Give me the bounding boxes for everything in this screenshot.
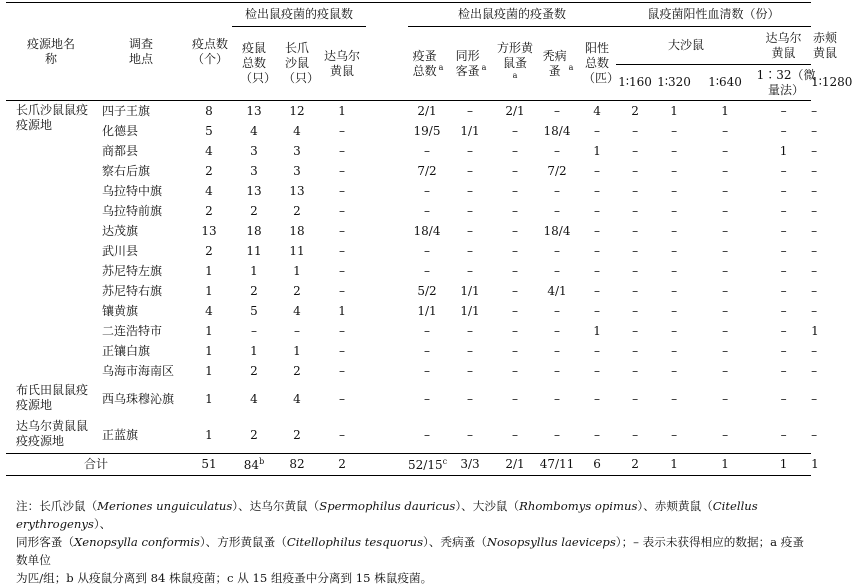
value-cell: –	[339, 183, 345, 198]
total-value: 51	[201, 457, 217, 471]
header-region: 疫源地名称	[27, 36, 76, 66]
site-cell: 正镶白旗	[102, 343, 151, 358]
total-value: 1	[670, 457, 678, 471]
value-cell: –	[722, 427, 729, 442]
value-cell: –	[424, 343, 431, 358]
value-cell: 1	[670, 103, 678, 118]
value-cell: –	[671, 283, 678, 298]
total-value: 84$^b$	[243, 456, 265, 472]
value-cell: –	[780, 123, 787, 138]
total-value: 47/11	[539, 457, 575, 471]
value-cell: –	[467, 343, 474, 358]
value-cell: –	[554, 343, 561, 358]
value-cell: –	[512, 303, 519, 318]
value-cell: 1	[205, 343, 213, 358]
value-cell: –	[780, 103, 787, 118]
table-row: 乌拉特中旗 4 13 13 – – – – – – – – – – –	[6, 181, 811, 201]
header-titer-160: 1∶160	[618, 75, 652, 89]
value-cell: 1	[205, 391, 213, 406]
value-cell: –	[594, 427, 601, 442]
value-cell: 2	[250, 283, 258, 298]
value-cell: 7/2	[417, 163, 437, 178]
value-cell: –	[671, 303, 678, 318]
value-cell: 2	[205, 203, 213, 218]
site-cell: 镶黄旗	[102, 303, 139, 318]
value-cell: 2/1	[417, 103, 437, 118]
value-cell: –	[424, 323, 431, 338]
value-cell: 2	[293, 203, 301, 218]
value-cell: –	[512, 163, 519, 178]
value-cell: 4/1	[547, 283, 567, 298]
value-cell: –	[780, 183, 787, 198]
value-cell: –	[722, 343, 729, 358]
value-cell: –	[424, 391, 431, 406]
value-cell: 2/1	[505, 103, 525, 118]
value-cell: –	[632, 163, 639, 178]
total-value: 1	[779, 457, 788, 471]
value-cell: –	[594, 203, 601, 218]
value-cell: –	[780, 243, 787, 258]
site-cell: 化德县	[102, 123, 139, 138]
value-cell: –	[467, 391, 474, 406]
value-cell: –	[424, 363, 431, 378]
value-cell: –	[594, 123, 601, 138]
value-cell: –	[780, 323, 787, 338]
value-cell: –	[780, 223, 787, 238]
value-cell: –	[467, 363, 474, 378]
table-row: 乌拉特前旗 2 2 2 – – – – – – – – – – –	[6, 201, 811, 221]
value-cell: –	[467, 263, 474, 278]
value-cell: 1/1	[460, 303, 480, 318]
value-cell: –	[722, 203, 729, 218]
footnote-line-3: 为匹/组；b 从疫鼠分离到 84 株鼠疫菌；c 从 15 组疫蚤中分离到 15 株鼠疫菌。	[16, 571, 433, 585]
table-row: 布氏田鼠鼠疫疫源地 西乌珠穆沁旗 1 4 4 – – – – – – – – – – –	[6, 381, 811, 417]
value-cell: –	[467, 143, 474, 158]
value-cell: 1	[205, 263, 213, 278]
value-cell: –	[722, 263, 729, 278]
value-cell: –	[632, 263, 639, 278]
value-cell: –	[594, 183, 601, 198]
value-cell: 1	[205, 427, 213, 442]
value-cell: –	[780, 263, 787, 278]
value-cell: –	[339, 283, 345, 298]
value-cell: –	[512, 183, 519, 198]
value-cell: 11	[289, 243, 305, 258]
value-cell: –	[467, 103, 474, 118]
site-cell: 乌海市海南区	[102, 363, 175, 378]
value-cell: –	[671, 263, 678, 278]
header-rodent-total: 疫鼠总数（只）	[240, 41, 277, 85]
value-cell: –	[722, 363, 729, 378]
value-cell: –	[671, 343, 678, 358]
value-cell: 4	[205, 143, 213, 158]
value-cell: –	[339, 143, 345, 158]
value-cell: 5	[205, 123, 213, 138]
header-titer-32: 1∶32（微量法）	[756, 67, 816, 97]
value-cell: –	[554, 243, 561, 258]
value-cell: –	[467, 203, 474, 218]
value-cell: 1	[593, 143, 601, 158]
value-cell: 2	[250, 427, 258, 442]
header-nosopsyllus: 秃病蚤 $^a$	[542, 48, 574, 78]
value-cell: –	[671, 123, 678, 138]
value-cell: –	[467, 183, 474, 198]
value-cell: –	[512, 323, 519, 338]
value-cell: 1	[338, 103, 346, 118]
value-cell: –	[512, 123, 519, 138]
value-cell: 3	[293, 163, 301, 178]
value-cell: 4	[293, 303, 301, 318]
value-cell: 4	[293, 391, 301, 406]
value-cell: –	[554, 103, 561, 118]
value-cell: –	[512, 243, 519, 258]
value-cell: –	[671, 427, 678, 442]
value-cell: 1	[205, 323, 213, 338]
total-value: 2/1	[505, 457, 525, 471]
value-cell: 4	[593, 103, 601, 118]
value-cell: –	[594, 303, 601, 318]
value-cell: 1	[205, 283, 213, 298]
value-cell: 4	[250, 391, 258, 406]
value-cell: –	[594, 283, 601, 298]
value-cell: 3	[250, 143, 258, 158]
value-cell: 1/1	[417, 303, 437, 318]
header-great-gerbil: 大沙鼠	[616, 27, 756, 65]
value-cell: –	[780, 427, 787, 442]
table-row: 达乌尔黄鼠鼠疫疫源地 正蓝旗 1 2 2 – – – – – – – – – – –	[6, 417, 811, 454]
value-cell: 8	[205, 103, 213, 118]
value-cell: –	[632, 243, 639, 258]
value-cell: –	[722, 163, 729, 178]
value-cell: –	[780, 363, 787, 378]
table-row: 达茂旗 13 18 18 – 18/4 – – 18/4 – – – – – –	[6, 221, 811, 241]
value-cell: –	[632, 183, 639, 198]
value-cell: –	[632, 203, 639, 218]
site-cell: 西乌珠穆沁旗	[102, 391, 175, 406]
total-value: 1	[721, 457, 729, 471]
value-cell: –	[424, 427, 431, 442]
value-cell: –	[512, 263, 519, 278]
value-cell: –	[632, 391, 639, 406]
value-cell: –	[722, 391, 729, 406]
value-cell: 1	[779, 143, 788, 158]
value-cell: –	[780, 343, 787, 358]
site-cell: 达茂旗	[102, 223, 139, 238]
table-row: 武川县 2 11 11 – – – – – – – – – – –	[6, 241, 811, 261]
value-cell: –	[554, 323, 561, 338]
value-cell: 1	[205, 363, 213, 378]
value-cell: –	[467, 427, 474, 442]
value-cell: –	[722, 143, 729, 158]
value-cell: 1	[293, 263, 301, 278]
value-cell: –	[632, 363, 639, 378]
value-cell: –	[632, 303, 639, 318]
total-label: 合计	[83, 457, 108, 471]
value-cell: –	[512, 203, 519, 218]
value-cell: –	[594, 223, 601, 238]
value-cell: –	[554, 391, 561, 406]
value-cell: 2	[250, 363, 258, 378]
value-cell: –	[632, 223, 639, 238]
value-cell: 5	[250, 303, 258, 318]
value-cell: –	[512, 283, 519, 298]
value-cell: –	[424, 183, 431, 198]
value-cell: 1	[250, 263, 258, 278]
value-cell: –	[671, 203, 678, 218]
site-cell: 苏尼特右旗	[102, 283, 163, 298]
value-cell: –	[632, 143, 639, 158]
value-cell: 13	[289, 183, 305, 198]
value-cell: –	[671, 223, 678, 238]
header-group-flea: 检出鼠疫菌的疫蚤数	[408, 3, 616, 27]
table-row: 商都县 4 3 3 – – – – – 1 – – – 1 –	[6, 141, 811, 161]
value-cell: –	[632, 283, 639, 298]
value-cell: –	[339, 363, 345, 378]
footnote-line-2: 同形客蚤（Xenopsylla conformis）、方形黄鼠蚤（Citellophilus tesquorus）、秃病蚤（Nosopsyllus laeviceps）；– 表示未获得相应的数据；a 疫蚤数单位	[16, 535, 804, 567]
value-cell: –	[722, 283, 729, 298]
value-cell: 3	[293, 143, 301, 158]
value-cell: 1	[250, 343, 258, 358]
total-value: 52/15$^c$	[408, 456, 448, 472]
total-value: 82	[289, 457, 305, 471]
value-cell: –	[512, 143, 519, 158]
value-cell: 2	[293, 283, 301, 298]
value-cell: –	[339, 323, 345, 338]
value-cell: –	[722, 323, 729, 338]
header-xenopsylla: 同形客蚤 $^a$	[455, 48, 487, 78]
value-cell: 1/1	[460, 123, 480, 138]
site-cell: 商都县	[102, 143, 139, 158]
region-cell: 达乌尔黄鼠鼠疫疫源地	[16, 419, 89, 448]
site-cell: 武川县	[102, 243, 139, 258]
table-row: 正镶白旗 1 1 1 – – – – – – – – – – –	[6, 341, 811, 361]
value-cell: –	[424, 143, 431, 158]
value-cell: –	[554, 183, 561, 198]
value-cell: 18	[289, 223, 305, 238]
plague-data-table: 疫源地名称 调查地点 疫点数（个） 检出鼠疫菌的疫鼠数 检出鼠疫菌的疫蚤数 鼠疫菌阳性血清数（份） 疫鼠总数（只） 长爪沙鼠（只） 达乌尔黄鼠 疫蚤总数 $^a$ 同形客蚤 $^a$ 方形黄鼠蚤$^a$ 秃病蚤 $^a$ 阳性总数（匹） 大沙鼠 达乌尔黄鼠 赤颊黄鼠 1∶160 1∶320 1∶640 1∶32（微量法） 1∶1280 长爪沙鼠鼠疫疫源地 四子王旗 8 13 12 1 2/1 – 2/1 – 4 2 1 1 – – 化德县 5 4 4 – 19/5 1/1 – 18/4 – – – – – – 商都县 4 3 3 – – – – – 1 – – – 1 – 察右后旗 2 3 3 – 7/2 – – 7/2 – – – – – – 乌拉特中旗 4 13 13 – – – – – – – – – – – 乌拉特前旗 2 2 2 – – – – – – – – – – – 达茂旗 13 18 18 – 18/4 – – 18/4 – – – – – – 武川县 2 11 11 – – – – – – – – – – – 苏尼特左旗 1 1 1 – – – – – – – – – – – 苏尼特右旗 1 2 2 – 5/2 1/1 – 4/1 – – – – – – 镶黄旗 4 5 4 1 1/1 1/1 – – – – – – – – 二连浩特市 1 – – – – – – – 1 – – – – 1 正镶白旗 1 1 1 – – – – – – – – – – – 乌海市海南区 1 2 2 – – – – – – – – – – – 布氏田鼠鼠疫疫源地 西乌珠穆沁旗 1 4 4 – – – – – – – – – – – 达乌尔黄鼠鼠疫疫源地 正蓝旗 1 2 2 – – – – – – – – – – – 合计 51 84$^b$ 82 2 52/15$^c$ 3/3 2/1 47/11 6 2 1 1 1 1	[6, 2, 811, 476]
value-cell: 2	[293, 427, 301, 442]
value-cell: –	[467, 163, 474, 178]
value-cell: 2	[205, 243, 213, 258]
value-cell: –	[339, 123, 345, 138]
value-cell: –	[554, 203, 561, 218]
table-row: 苏尼特左旗 1 1 1 – – – – – – – – – – –	[6, 261, 811, 281]
value-cell: –	[512, 427, 519, 442]
value-cell: 18/4	[413, 223, 441, 238]
table-row: 长爪沙鼠鼠疫疫源地 四子王旗 8 13 12 1 2/1 – 2/1 – 4 2 1 1 – –	[6, 101, 811, 122]
value-cell: –	[594, 363, 601, 378]
value-cell: –	[671, 243, 678, 258]
header-site: 调查地点	[128, 36, 153, 66]
header-group-rodent: 检出鼠疫菌的疫鼠数	[232, 3, 366, 27]
value-cell: –	[512, 391, 519, 406]
value-cell: –	[594, 391, 601, 406]
table-row: 化德县 5 4 4 – 19/5 1/1 – 18/4 – – – – – –	[6, 121, 811, 141]
value-cell: 1/1	[460, 283, 480, 298]
value-cell: –	[339, 243, 345, 258]
value-cell: –	[339, 343, 345, 358]
value-cell: –	[780, 303, 787, 318]
header-flea-total: 疫蚤总数 $^a$	[412, 48, 444, 78]
value-cell: –	[339, 263, 345, 278]
value-cell: 1	[338, 303, 346, 318]
footnote-line-1: 注：长爪沙鼠（Meriones unguiculatus）、达乌尔黄鼠（Spermophilus dauricus）、大沙鼠（Rhombomys opimus）、赤颊黄鼠（Citellus erythrogenys）、	[16, 499, 758, 531]
header-titer-640: 1∶640	[708, 75, 742, 89]
region-cell: 长爪沙鼠鼠疫疫源地	[16, 103, 89, 132]
site-cell: 二连浩特市	[102, 323, 163, 338]
value-cell: –	[467, 243, 474, 258]
value-cell: –	[294, 323, 300, 338]
value-cell: 7/2	[547, 163, 567, 178]
value-cell: 19/5	[413, 123, 441, 138]
site-cell: 正蓝旗	[102, 427, 139, 442]
value-cell: –	[424, 243, 431, 258]
table-footnote	[16, 497, 806, 587]
value-cell: 4	[293, 123, 301, 138]
value-cell: –	[632, 427, 639, 442]
value-cell: –	[554, 363, 561, 378]
site-cell: 乌拉特前旗	[102, 203, 163, 218]
header-meriones: 长爪沙鼠（只）	[283, 41, 320, 85]
table-row: 乌海市海南区 1 2 2 – – – – – – – – – – –	[6, 361, 811, 381]
table-row: 二连浩特市 1 – – – – – – – 1 – – – – 1	[6, 321, 811, 341]
value-cell: –	[339, 223, 345, 238]
total-value: 6	[593, 457, 601, 471]
value-cell: –	[632, 323, 639, 338]
value-cell: –	[722, 223, 729, 238]
value-cell: –	[424, 203, 431, 218]
table-row: 察右后旗 2 3 3 – 7/2 – – 7/2 – – – – – –	[6, 161, 811, 181]
value-cell: –	[722, 243, 729, 258]
total-row: 合计 51 84$^b$ 82 2 52/15$^c$ 3/3 2/1 47/11 6 2 1 1 1 1	[6, 454, 811, 476]
value-cell: –	[671, 323, 678, 338]
value-cell: 4	[250, 123, 258, 138]
value-cell: –	[339, 391, 345, 406]
value-cell: –	[339, 427, 345, 442]
header-serum-daurian: 达乌尔黄鼠	[756, 27, 811, 65]
site-cell: 苏尼特左旗	[102, 263, 163, 278]
header-citellophilus: 方形黄鼠蚤$^a$	[497, 40, 534, 80]
value-cell: 4	[205, 183, 213, 198]
value-cell: –	[671, 183, 678, 198]
header-pos-total: 阳性总数（匹）	[583, 41, 620, 85]
value-cell: –	[424, 263, 431, 278]
value-cell: –	[554, 143, 561, 158]
value-cell: –	[554, 263, 561, 278]
site-cell: 察右后旗	[102, 163, 151, 178]
value-cell: –	[671, 163, 678, 178]
value-cell: 11	[246, 243, 262, 258]
value-cell: –	[722, 183, 729, 198]
value-cell: –	[512, 223, 519, 238]
value-cell: 13	[246, 183, 262, 198]
value-cell: –	[554, 427, 561, 442]
value-cell: –	[467, 223, 474, 238]
table-row: 苏尼特右旗 1 2 2 – 5/2 1/1 – 4/1 – – – – – –	[6, 281, 811, 301]
value-cell: –	[671, 363, 678, 378]
value-cell: 13	[246, 103, 262, 118]
value-cell: 2	[631, 103, 639, 118]
value-cell: 1	[293, 343, 301, 358]
value-cell: –	[594, 263, 601, 278]
header-titer-320: 1∶320	[657, 75, 691, 89]
total-value: 3/3	[460, 457, 480, 471]
value-cell: –	[722, 123, 729, 138]
value-cell: –	[780, 283, 787, 298]
value-cell: 1	[593, 323, 601, 338]
total-value: 2	[631, 457, 639, 471]
value-cell: –	[467, 323, 474, 338]
site-cell: 乌拉特中旗	[102, 183, 163, 198]
value-cell: –	[780, 391, 787, 406]
table-row: 镶黄旗 4 5 4 1 1/1 1/1 – – – – – – – –	[6, 301, 811, 321]
value-cell: –	[780, 163, 787, 178]
value-cell: –	[339, 203, 345, 218]
value-cell: –	[671, 391, 678, 406]
value-cell: –	[632, 123, 639, 138]
value-cell: –	[512, 343, 519, 358]
value-cell: 12	[289, 103, 305, 118]
site-cell: 四子王旗	[102, 103, 151, 118]
value-cell: 5/2	[417, 283, 437, 298]
value-cell: –	[339, 163, 345, 178]
value-cell: –	[512, 363, 519, 378]
value-cell: 2	[293, 363, 301, 378]
value-cell: 2	[250, 203, 258, 218]
value-cell: –	[780, 203, 787, 218]
value-cell: 4	[205, 303, 213, 318]
value-cell: 2	[205, 163, 213, 178]
value-cell: 13	[201, 223, 217, 238]
total-value: 2	[338, 457, 346, 471]
region-cell: 布氏田鼠鼠疫疫源地	[16, 383, 89, 412]
value-cell: 18/4	[543, 123, 571, 138]
value-cell: 18/4	[543, 223, 571, 238]
value-cell: 1	[721, 103, 729, 118]
value-cell: 18	[246, 223, 262, 238]
value-cell: –	[554, 303, 561, 318]
value-cell: –	[594, 243, 601, 258]
value-cell: –	[594, 343, 601, 358]
value-cell: 3	[250, 163, 258, 178]
header-points: 疫点数（个）	[191, 36, 228, 66]
value-cell: –	[722, 303, 729, 318]
value-cell: –	[632, 343, 639, 358]
header-daurian: 达乌尔黄鼠	[323, 48, 360, 78]
header-group-serum: 鼠疫菌阳性血清数（份）	[616, 3, 811, 27]
value-cell: –	[251, 323, 257, 338]
value-cell: –	[671, 143, 678, 158]
value-cell: –	[594, 163, 601, 178]
